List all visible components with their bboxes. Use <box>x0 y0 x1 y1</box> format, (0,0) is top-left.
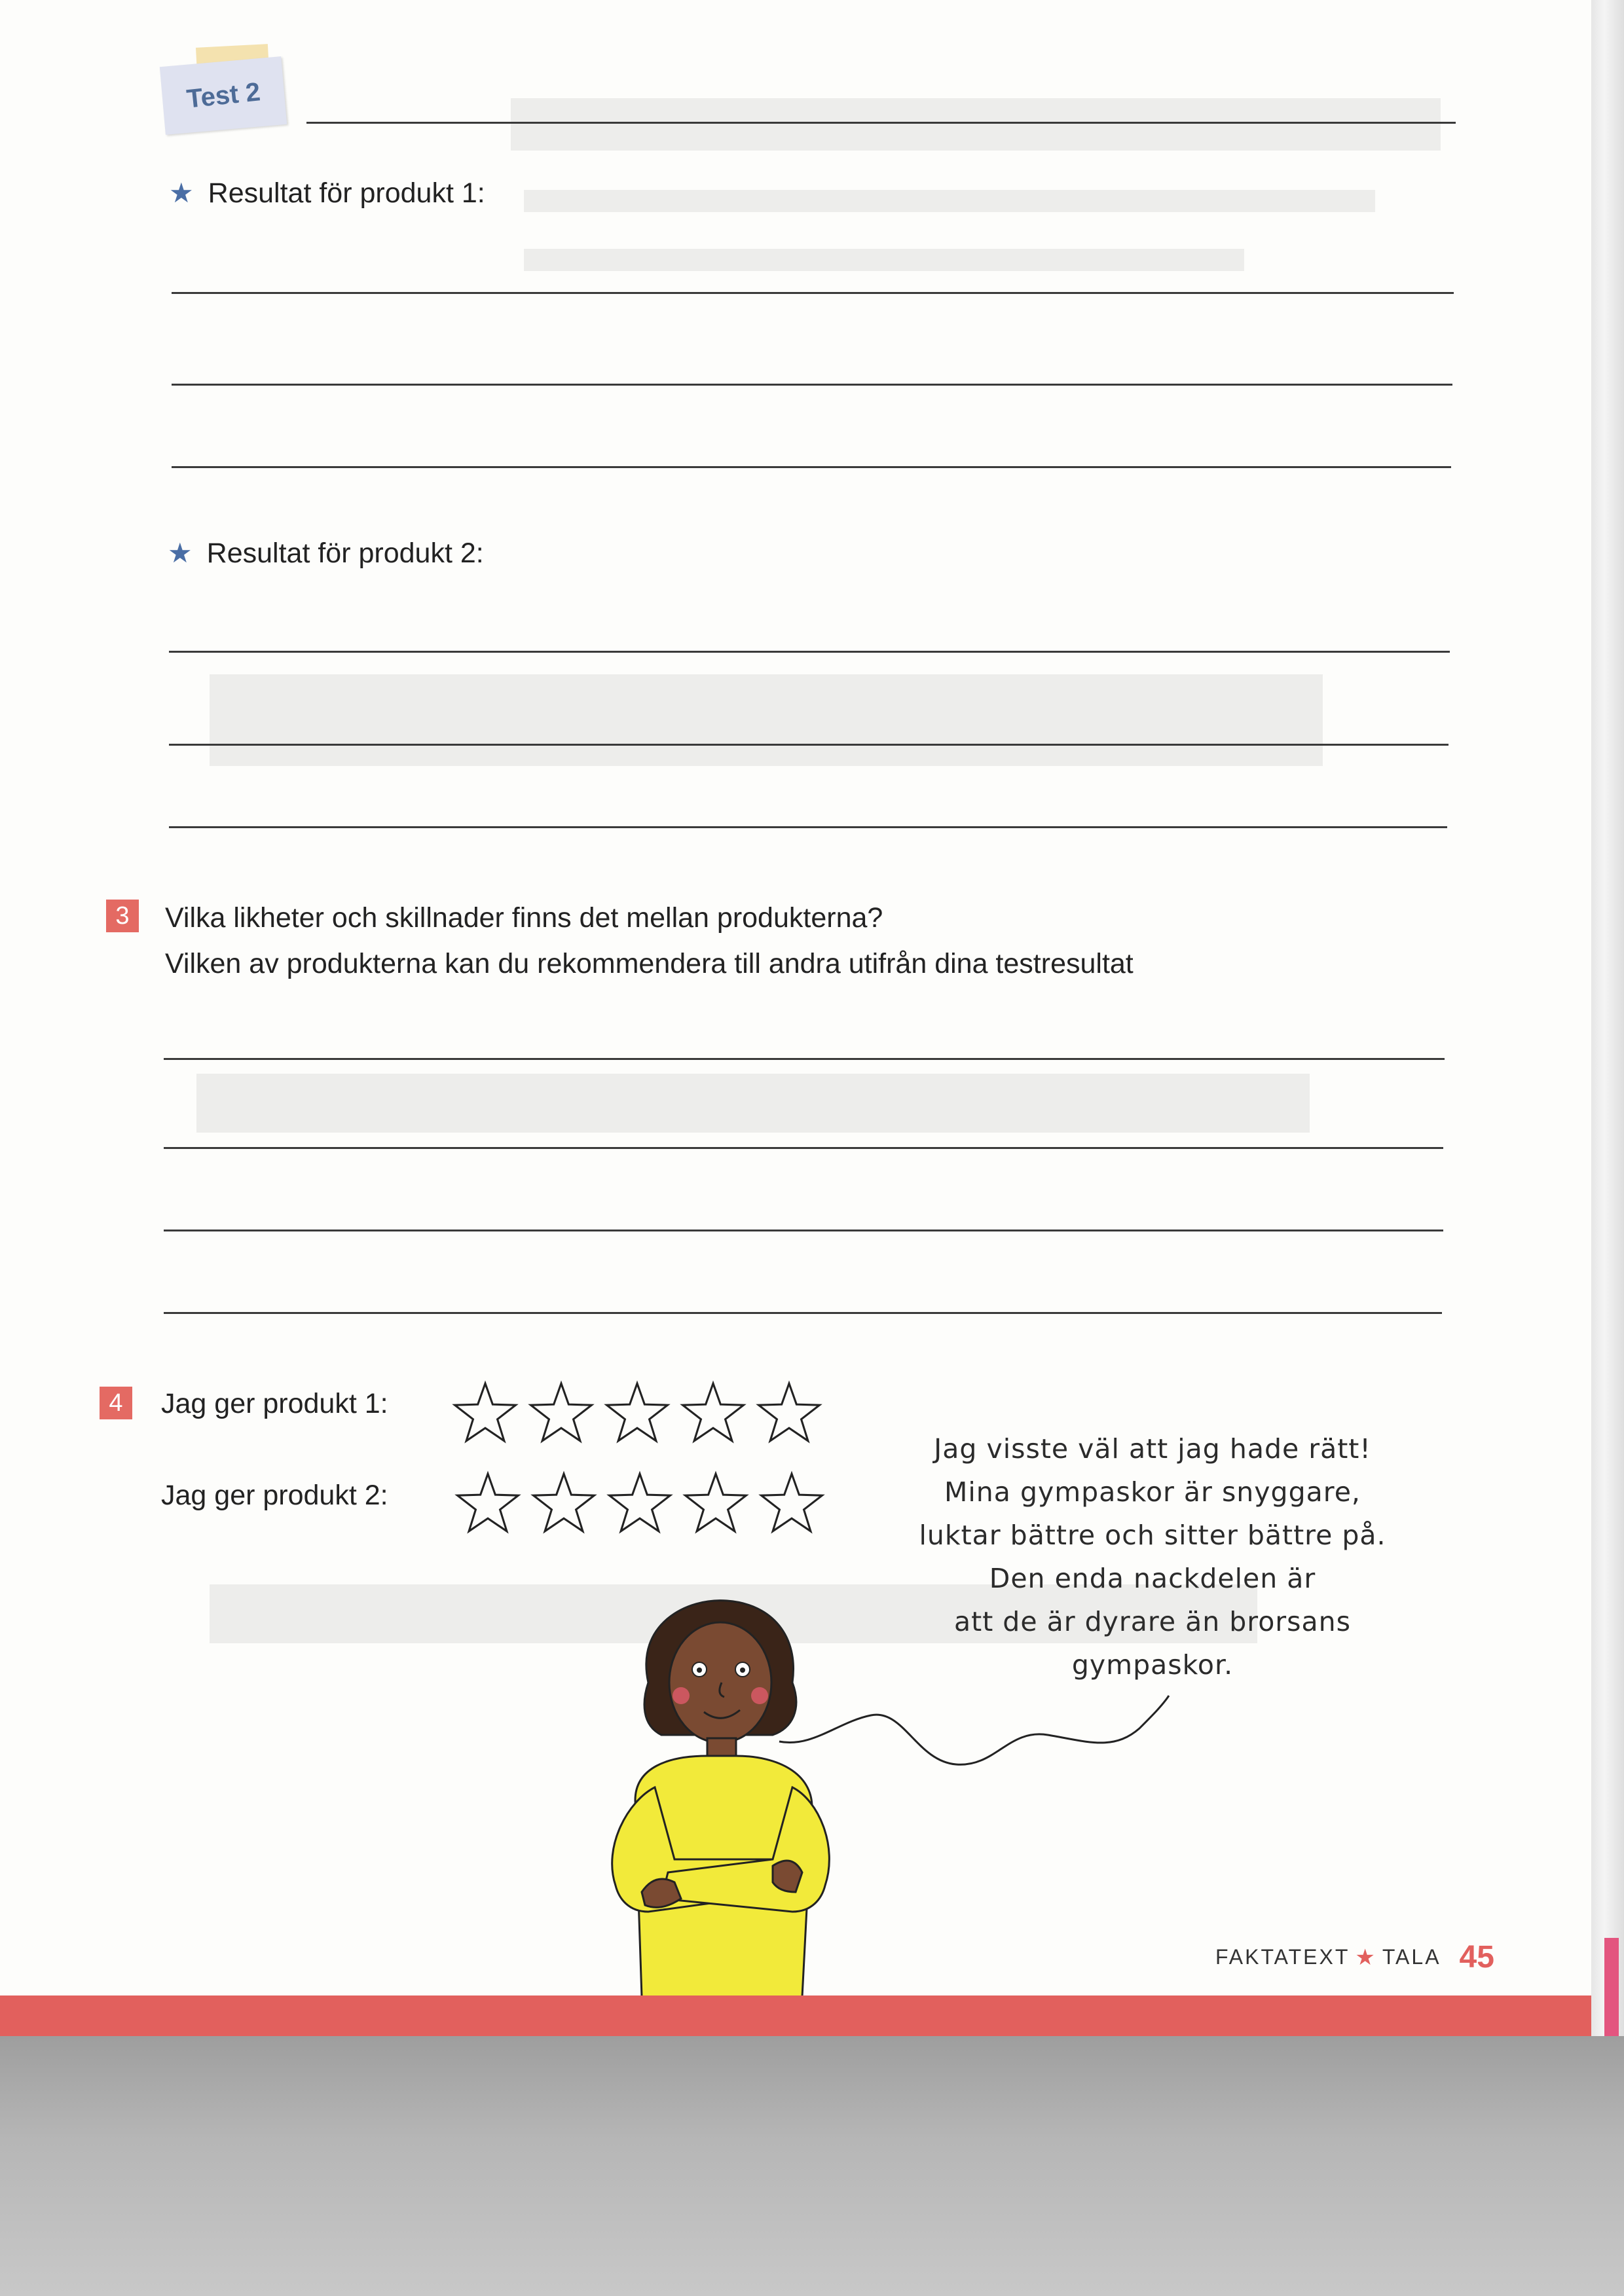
rating-star-icon[interactable] <box>453 1470 523 1535</box>
speech-line: Mina gympaskor är snyggare, <box>944 1476 1361 1508</box>
result-product-1-label: Resultat för produkt 1: <box>208 177 485 209</box>
answer-line[interactable] <box>172 292 1454 294</box>
question-number-4: 4 <box>100 1387 132 1419</box>
page-edge-tab <box>1604 1938 1619 2036</box>
page-edge <box>1591 0 1624 2036</box>
answer-line[interactable] <box>164 1058 1445 1060</box>
rating-star-icon[interactable] <box>757 1470 826 1535</box>
title-answer-line[interactable] <box>306 122 1456 124</box>
bottom-accent-bar <box>0 1995 1591 2036</box>
rating-stars-product-1 <box>451 1380 824 1444</box>
rating-stars-product-2 <box>453 1470 826 1535</box>
rating-star-icon[interactable] <box>526 1380 596 1444</box>
test-tag <box>160 56 287 135</box>
result-product-2-label: Resultat för produkt 2: <box>206 538 484 569</box>
rating-product-2-label: Jag ger produkt 2: <box>161 1480 388 1511</box>
answer-line[interactable] <box>172 384 1452 386</box>
answer-line[interactable] <box>164 1312 1442 1314</box>
rating-star-icon[interactable] <box>605 1470 674 1535</box>
footer-book-title: FAKTATEXT <box>1215 1945 1350 1969</box>
rating-star-icon[interactable] <box>529 1470 599 1535</box>
speech-line: gympaskor. <box>1071 1649 1234 1681</box>
footer-chapter: TALA <box>1382 1945 1441 1969</box>
page-number: 45 <box>1459 1940 1494 1975</box>
star-bullet-icon: ★ <box>168 538 193 568</box>
test-tag-label: Test 2 <box>185 77 262 114</box>
girl-illustration <box>576 1584 864 1997</box>
answer-line[interactable] <box>172 466 1451 468</box>
answer-line[interactable] <box>164 1230 1443 1231</box>
speech-line: luktar bättre och sitter bättre på. <box>919 1520 1386 1551</box>
question-number-3: 3 <box>106 900 139 932</box>
rating-star-icon[interactable] <box>602 1380 672 1444</box>
speech-line: Jag visste väl att jag hade rätt! <box>934 1433 1371 1465</box>
speech-line: att de är dyrare än brorsans <box>954 1606 1351 1637</box>
scan-shadow <box>0 2036 1624 2296</box>
answer-line[interactable] <box>169 651 1450 653</box>
question-3-line-1: Vilka likheter och skillnader finns det mellan produkterna? <box>165 902 883 934</box>
result-product-2-heading <box>168 537 484 570</box>
footer-star-icon: ★ <box>1355 1944 1377 1970</box>
answer-line[interactable] <box>164 1147 1443 1149</box>
rating-product-1-label: Jag ger produkt 1: <box>161 1388 388 1419</box>
speech-bubble-text <box>897 1427 1408 1686</box>
rating-star-icon[interactable] <box>451 1380 520 1444</box>
result-product-1-heading <box>169 177 485 210</box>
question-3-line-2: Vilken av produkterna kan du rekommendera till andra utifrån dina testresultat <box>165 948 1134 979</box>
rating-star-icon[interactable] <box>754 1380 824 1444</box>
star-bullet-icon: ★ <box>169 177 194 208</box>
answer-line[interactable] <box>169 744 1449 746</box>
page-footer <box>1215 1939 1494 1975</box>
rating-star-icon[interactable] <box>681 1470 750 1535</box>
rating-star-icon[interactable] <box>678 1380 748 1444</box>
answer-line[interactable] <box>169 826 1447 828</box>
speech-line: Den enda nackdelen är <box>989 1563 1316 1594</box>
